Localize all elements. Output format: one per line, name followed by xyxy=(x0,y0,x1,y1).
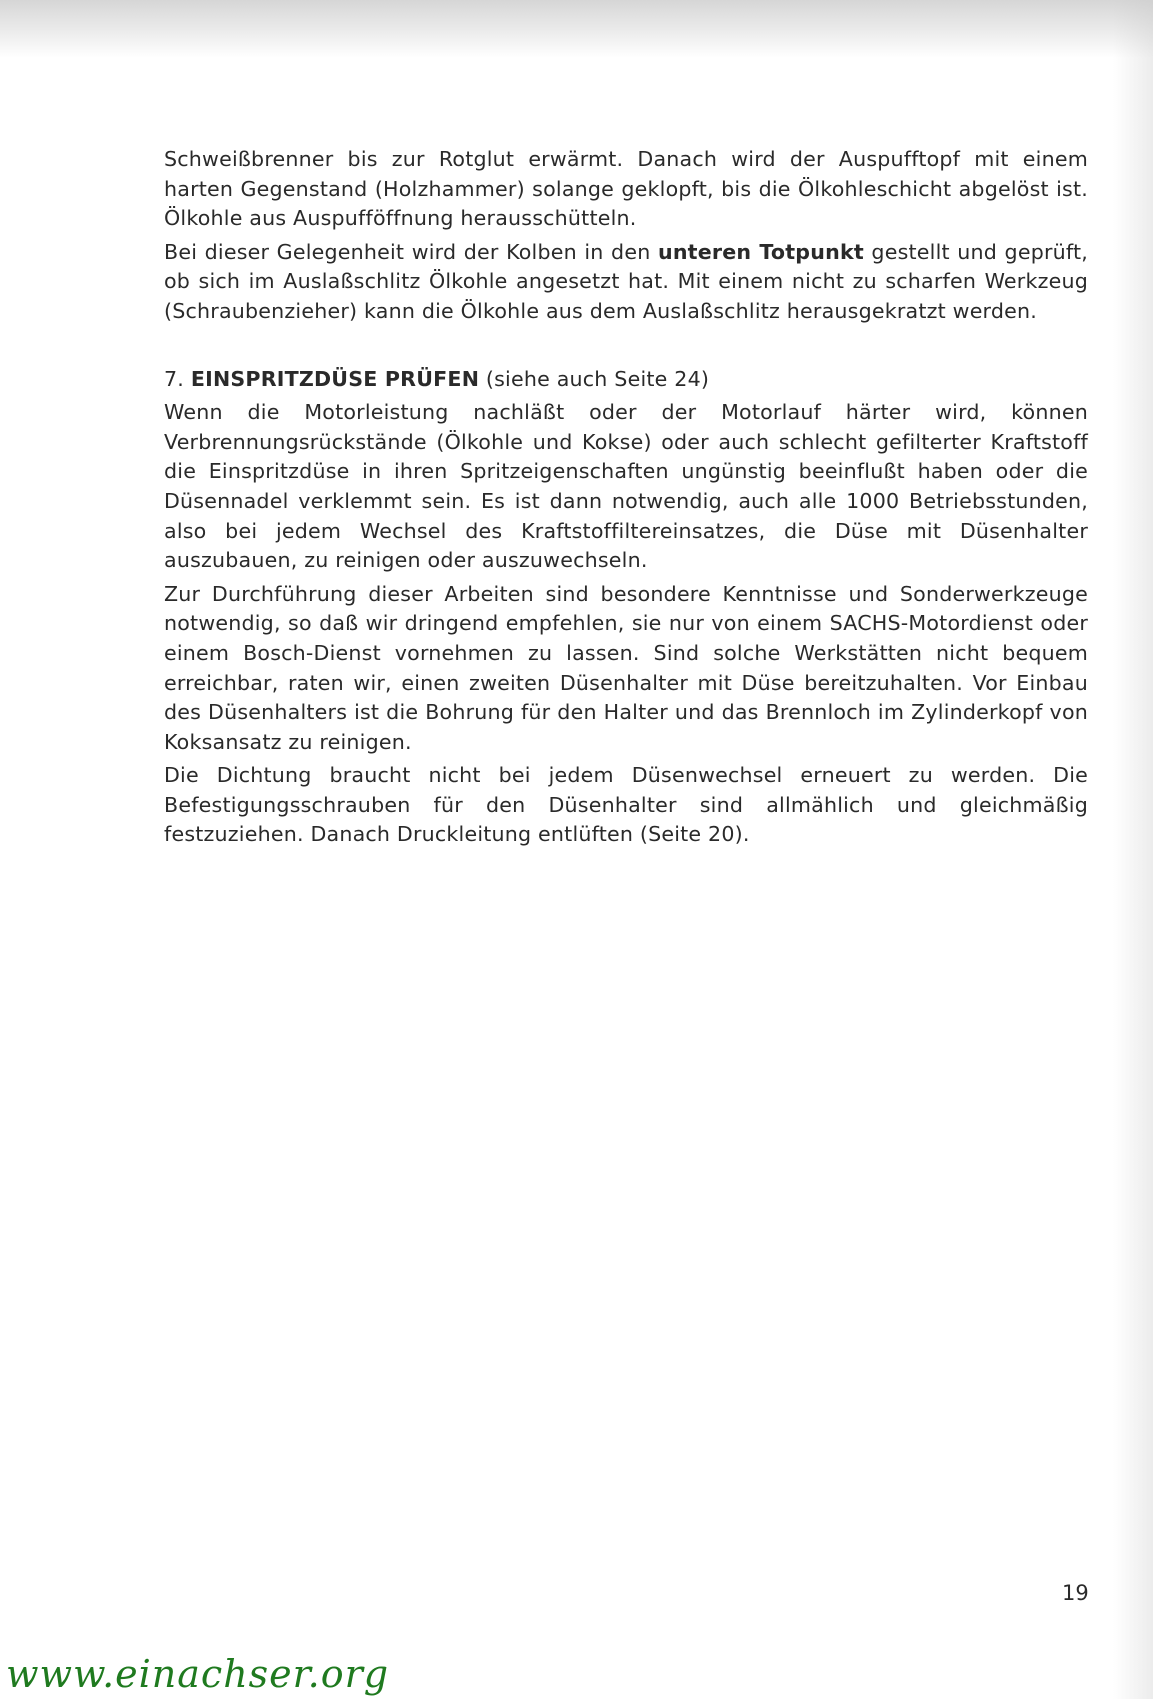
paragraph-injector-seal: Die Dichtung braucht nicht bei jedem Düsenwechsel erneuert zu werden. Die Befestigungsschrauben für den Düsenhalter sind allmählich und gleichmäßig festzuziehen. Danach Druckleitung entlüften (Seite 20). xyxy=(164,763,1088,847)
section-reference: (siehe auch Seite 24) xyxy=(485,366,710,391)
paragraph-injector-service: Zur Durchführung dieser Arbeiten sind besondere Kenntnisse und Sonderwerkzeuge notwendig, so daß wir dringend empfehlen, sie nur von einem SACHS-Motordienst oder einem Bosch-Dienst vornehmen zu lassen. Sind solche Werkstätten nicht bequem erreichbar, raten wir, einen zweiten Düsenhalter mit Düse bereitzuhalten. Vor Einbau des Düsenhalters ist die Bohrung für den Halter und das Brennloch im Zylinderkopf von Koksansatz zu reinigen. xyxy=(164,581,1088,754)
page-body xyxy=(164,145,1088,854)
paragraph-piston-check-text-2: gestellt und geprüft, ob sich im Auslaßschlitz Ölkohle angesetzt hat. Mit einem nicht zu scharfen Werkzeug (Schraubenzieher) kann die Ölkohle aus dem Auslaßschlitz herausgekratzt werden. xyxy=(164,239,1088,323)
paragraph-piston-check xyxy=(164,238,1088,327)
scan-top-shadow xyxy=(0,0,1153,58)
scan-right-shadow xyxy=(1113,0,1153,1699)
paragraph-piston-check-text-1: Bei dieser Gelegenheit wird der Kolben in den xyxy=(164,239,658,264)
paragraph-injector-symptoms: Wenn die Motorleistung nachläßt oder der Motorlauf härter wird, können Verbrennungsrückstände (Ölkohle und Kokse) oder auch schlecht gefilterter Kraftstoff die Einspritzdüse in ihren Spritzeigenschaften ungünstig beeinflußt haben oder die Düsennadel verklemmt sein. Es ist dann notwendig, auch alle 1000 Betriebsstunden, also bei jedem Wechsel des Kraftstoffiltereinsatzes, die Düse mit Düsenhalter auszubauen, zu reinigen oder auszuwechseln. xyxy=(164,400,1088,573)
section-heading xyxy=(164,365,1088,395)
section-number: 7. xyxy=(164,366,185,391)
paragraph-exhaust-cleaning: Schweißbrenner bis zur Rotglut erwärmt. Danach wird der Auspufftopf mit einem harten Gegenstand (Holzhammer) solange geklopft, bis die Ölkohleschicht abgelöst ist. Ölkohle aus Auspufföffnung herausschütteln. xyxy=(164,147,1088,231)
section-spacer xyxy=(164,331,1088,365)
page-number: 19 xyxy=(1062,1581,1089,1605)
website-watermark: www.einachser.org xyxy=(6,1652,390,1696)
section-title: EINSPRITZDÜSE PRÜFEN xyxy=(190,366,480,391)
bold-term-unteren-totpunkt: unteren Totpunkt xyxy=(657,239,864,264)
